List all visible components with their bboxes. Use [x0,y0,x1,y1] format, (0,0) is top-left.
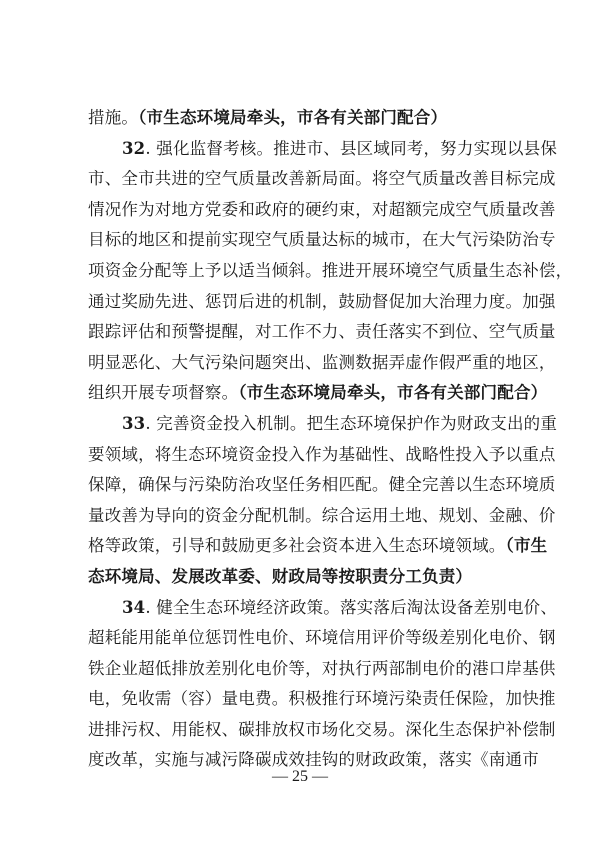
text-line [88,654,556,685]
text-line [88,440,556,471]
responsibility-note: （市生态环境局牵头，市各有关部门配合） [238,383,548,403]
line-text: 通过奖励先进、惩罚后进的机制，鼓励督促加大治理力度。加强 [88,291,556,311]
text-line [88,562,520,593]
line-text: 量改善为导向的资金分配机制。综合运用土地、规划、金融、价 [88,505,556,525]
line-text: 电，免收需（容）量电费。积极推行环境污染责任保险，加快推 [88,689,556,709]
line-text: . 强化监督考核。推进市、县区域同考，努力实现以县保 [145,138,558,158]
line-text: 保障，确保与污染防治攻坚任务相匹配。健全完善以生态环境质 [88,475,556,495]
text-line [88,195,556,226]
item-number: 34 [122,597,146,617]
line-text: . 完善资金投入机制。把生态环境保护作为财政支出的重 [145,413,558,433]
text-line [88,593,558,624]
line-text: 组织开展专项督察。 [88,383,239,403]
line-text: . 健全生态环境经济政策。落实落后淘汰设备差别电价、 [145,597,558,617]
line-text: 措施。 [88,108,139,127]
page-number: — 25 — [272,768,328,785]
text-line [88,317,556,348]
line-text: 铁企业超低排放差别化电价等，对执行两部制电价的港口岸基供 [88,658,556,678]
document-body [88,103,573,776]
responsibility-note: （市生 [505,536,548,556]
text-line [88,225,556,256]
line-text: 明显恶化、大气污染问题突出、监测数据弄虚作假严重的地区， [88,352,556,372]
line-text: 目标的地区和提前实现空气质量达标的城市，在大气污染防治专 [88,230,556,250]
text-line [88,531,548,562]
line-text: 超耗能用能单位惩罚性电价、环境信用评价等级差别化电价、钢 [88,628,556,648]
text-line [88,470,556,501]
line-text: 要领域，将生态环境资金投入作为基础性、战略性投入予以重点 [88,444,556,464]
line-text: 跟踪评估和预警提醒，对工作不力、责任落实不到位、空气质量 [88,322,556,342]
text-line [88,378,548,409]
text-line [88,348,556,379]
line-text: 格等政策，引导和鼓励更多社会资本进入生态环境领域。 [88,536,506,556]
line-text: 市、全市共进的空气质量改善新局面。将空气质量改善目标完成 [88,169,556,189]
text-line [88,164,556,195]
text-line [88,623,556,654]
responsibility-note: 态环境局、发展改革委、财政局等按职责分工负责） [88,566,473,586]
line-text: 项资金分配等上予以适当倾斜。推进开展环境空气质量生态补偿， [88,260,573,280]
text-line [88,715,556,746]
text-line [88,501,556,532]
line-text: 进排污权、用能权、碳排放权市场化交易。深化生态保护补偿制 [88,719,556,739]
item-number: 32 [122,138,146,158]
text-line [88,684,556,715]
line-text: 情况作为对地方党委和政府的硬约束，对超额完成空气质量改善 [88,199,556,219]
item-number: 33 [122,413,146,433]
text-line [88,103,520,134]
responsibility-note: （市生态环境局牵头，市各有关部门配合） [138,108,448,127]
text-line [88,409,558,440]
text-line [88,287,556,318]
line-text: 度改革，实施与减污降碳成效挂钩的财政政策，落实《南通市 [88,750,539,770]
text-line [88,256,573,287]
text-line [88,134,558,165]
